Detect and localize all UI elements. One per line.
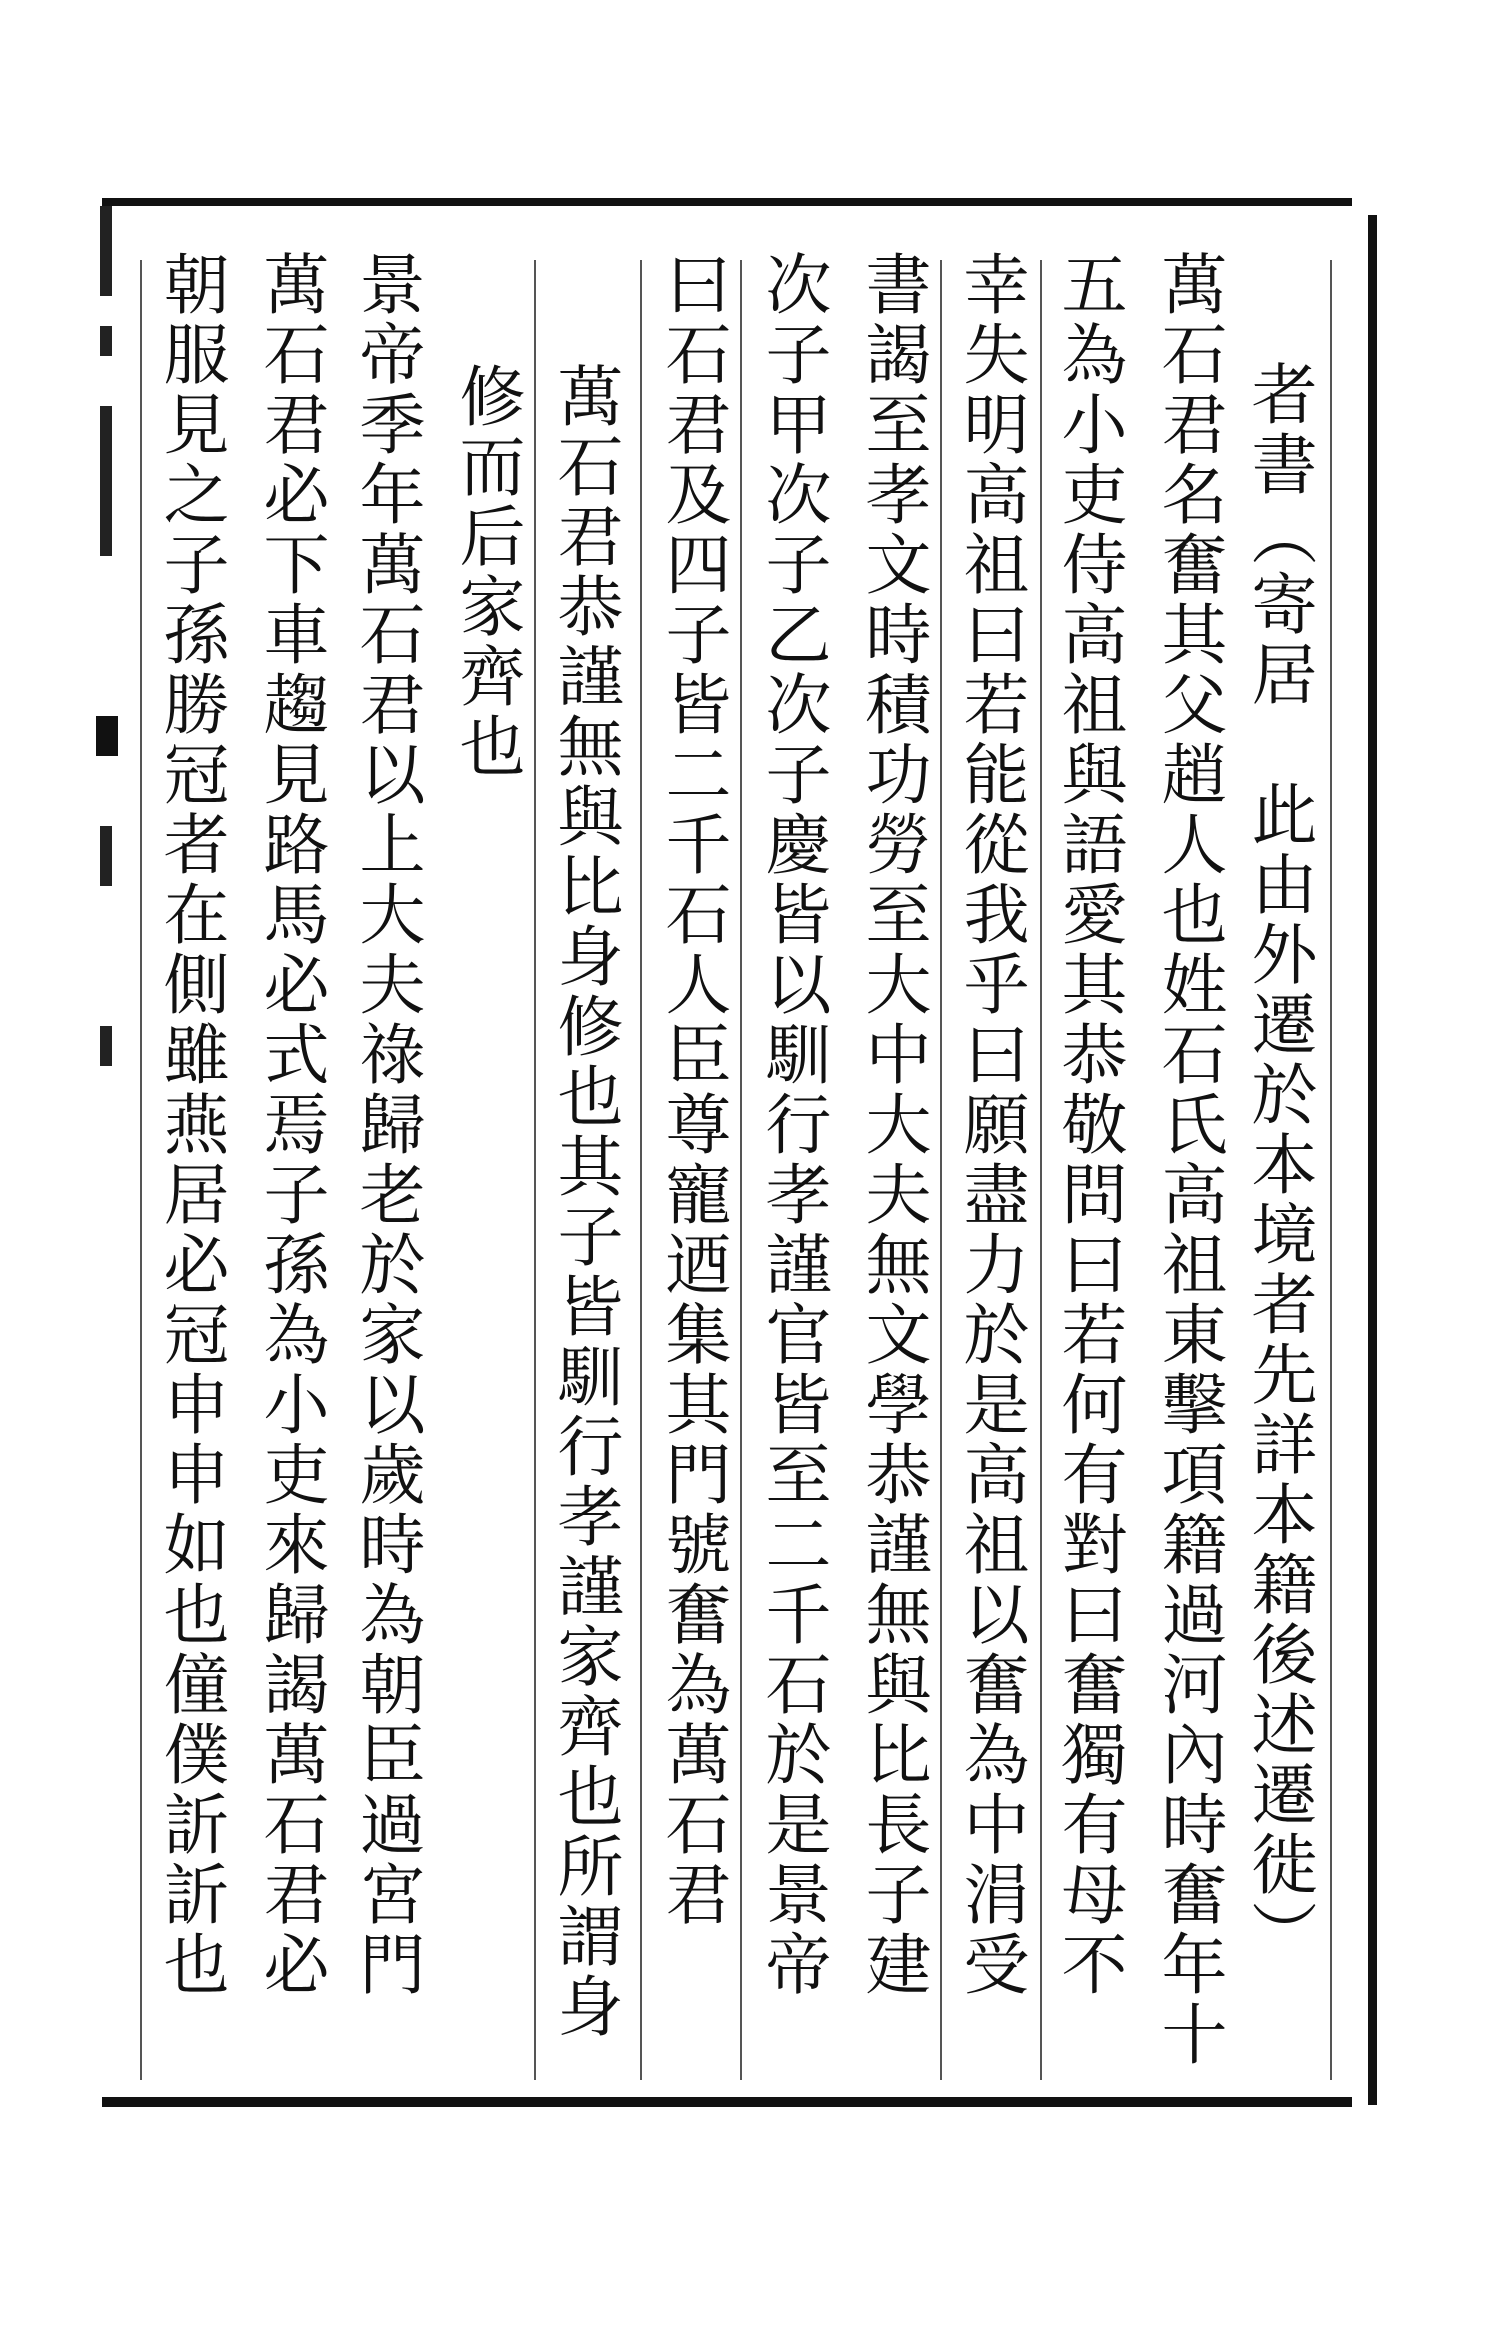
text-column-3: 五為小吏侍高祖與語愛其恭敬問曰若何有對曰奮獨有母不 — [1050, 250, 1127, 2000]
gutter-mark — [100, 206, 112, 296]
column-divider — [1330, 260, 1332, 2080]
left-gutter-margin — [96, 206, 124, 2096]
gutter-mark — [100, 1026, 112, 1066]
column-divider — [740, 260, 742, 2080]
text-column-11: 萬石君必下車趨見路馬必式焉子孫為小吏來歸謁萬石君必 — [252, 250, 329, 2000]
gutter-mark — [100, 406, 112, 556]
text-column-12: 朝服見之子孫勝冠者在側雖燕居必冠申申如也僮僕訢訢也 — [152, 250, 229, 2000]
right-frame-rule — [1368, 215, 1377, 2105]
text-column-5: 書謁至孝文時積功勞至大中大夫無文學恭謹無與比長子建 — [854, 250, 931, 2000]
column-divider — [1040, 260, 1042, 2080]
text-column-1: 者書（寄居 此由外遷於本境者先詳本籍後述遷徙） — [1240, 360, 1317, 1970]
column-divider — [640, 260, 642, 2080]
column-divider — [140, 260, 142, 2080]
text-column-10: 景帝季年萬石君以上大夫祿歸老於家以歲時為朝臣過宮門 — [348, 250, 425, 2000]
fish-tail-mark — [96, 716, 118, 756]
column-divider — [940, 260, 942, 2080]
text-column-2: 萬石君名奮其父趙人也姓石氏高祖東擊項籍過河內時奮年十 — [1150, 250, 1227, 2070]
gutter-mark — [100, 326, 112, 356]
column-divider — [534, 260, 536, 2080]
text-column-7: 曰石君及四子皆二千石人臣尊寵迺集其門號奮為萬石君 — [654, 250, 731, 1930]
bottom-frame-rule — [102, 2097, 1352, 2107]
text-column-8: 萬石君恭謹無與比身修也其子皆馴行孝謹家齊也所謂身 — [546, 362, 623, 2042]
text-column-9: 修而后家齊也 — [448, 362, 525, 782]
text-column-6: 次子甲次子乙次子慶皆以馴行孝謹官皆至二千石於是景帝 — [754, 250, 831, 2000]
top-frame-rule — [102, 198, 1352, 206]
gutter-mark — [100, 826, 112, 886]
text-column-4: 幸失明高祖曰若能從我乎曰願盡力於是高祖以奮為中涓受 — [952, 250, 1029, 2000]
